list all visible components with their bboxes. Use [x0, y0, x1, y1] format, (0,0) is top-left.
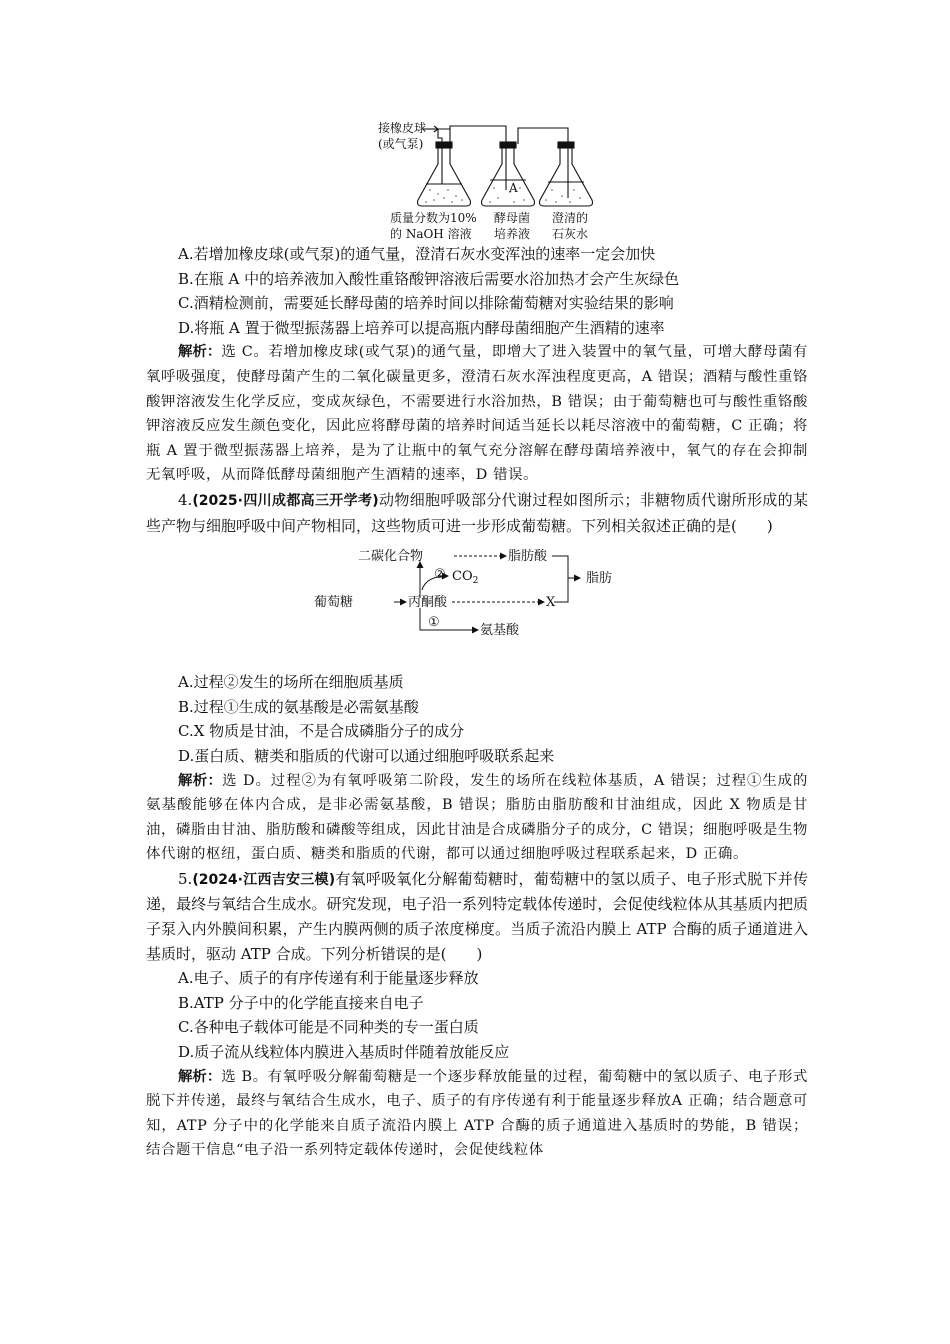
label-fat: 脂肪: [586, 571, 613, 587]
q4-number: 4.: [178, 490, 193, 509]
inlet-label-line2: (或气泵): [378, 137, 424, 151]
apparatus-figure: [146, 118, 808, 242]
q3-analysis-label: 解析：: [178, 343, 222, 361]
q4-option-c: C.X 物质是甘油，不是合成磷脂分子的成分: [178, 722, 465, 741]
label-process-2: ②: [434, 567, 446, 583]
q4-analysis: [146, 769, 808, 867]
page-content: [146, 118, 808, 1163]
q5-analysis-label: 解析：: [178, 1067, 222, 1085]
q4-analysis-text: 选 D。过程②为有氧呼吸第二阶段，发生的场所在线粒体基质，A 错误；过程①生成的氨基酸能够在体内合成，是非必需氨基酸，B 错误；脂肪由脂肪酸和甘油组成，因此 X 物质是甘油，磷脂由甘油、脂肪酸和磷酸等组成，因此甘油是合成磷脂分子的成分，C 错误；细胞呼吸是生物体代谢的枢纽，蛋白质、糖类和脂质的代谢，都可以通过细胞呼吸过程联系起来，D 正确。: [146, 772, 808, 863]
metabolism-figure: [146, 538, 808, 670]
q4-option-d: D.蛋白质、糖类和脂质的代谢可以通过细胞呼吸联系起来: [178, 746, 555, 765]
label-fatty-acid: 脂肪酸: [508, 549, 548, 565]
q5-option-d: D.质子流从线粒体内膜进入基质时伴随着放能反应: [178, 1043, 510, 1062]
label-x: X: [546, 595, 556, 611]
q5-option-c: C.各种电子载体可能是不同种类的专一蛋白质: [178, 1018, 479, 1037]
q5-analysis-text: 选 B。有氧呼吸分解葡萄糖是一个逐步释放能量的过程，葡萄糖中的氢以质子、电子形式脱下并传递，最终与氧结合生成水，电子、质子的有序传递有利于能量逐步释放A 正确；结合题意可知，ATP 分子中的化学能来自质子流沿内膜上 ATP 合酶的质子通道进入基质时的势能，B 错误；结合题干信息“电子沿一系列特定载体传递时，会促使线粒体: [146, 1068, 808, 1159]
naoh-label-line1: 质量分数为10%: [390, 211, 477, 225]
q3-analysis: [146, 340, 808, 488]
label-pyruvate: 丙酮酸: [408, 595, 448, 611]
q4-source: (2025·四川成都高三开学考): [192, 492, 379, 509]
metabolism-diagram: [314, 544, 628, 666]
q5-stem-text: 有氧呼吸氧化分解葡萄糖时，葡萄糖中的氢以质子、电子形式脱下并传递，最终与氧结合生成水。研究发现，电子沿一系列特定载体传递时，会促使线粒体从其基质内把质子泵入内外膜间积累，产生内膜两侧的质子浓度梯度。当质子流沿内膜上 ATP 合酶的质子通道进入基质时，驱动 ATP 合成。下列分析错误的是( ): [146, 869, 808, 963]
q4-option-b: B.过程①生成的氨基酸是必需氨基酸: [178, 697, 419, 716]
q4-analysis-label: 解析：: [178, 771, 223, 789]
q5-source: (2024·江西吉安三模): [192, 871, 336, 888]
flask-a-mark: A: [509, 181, 518, 195]
yeast-label-line1: 酵母菌: [494, 211, 531, 225]
q3-option-a: A.若增加橡皮球(或气泵)的通气量，澄清石灰水变浑浊的速率一定会加快: [178, 245, 656, 263]
label-process-1: ①: [428, 615, 440, 631]
q3-option-d: D.将瓶 A 置于微型振荡器上培养可以提高瓶内酵母菌细胞产生酒精的速率: [178, 318, 665, 337]
q5-option-b: B.ATP 分子中的化学能直接来自电子: [178, 993, 424, 1012]
q4-stem: [146, 488, 808, 538]
q4-stem-text: 动物细胞呼吸部分代谢过程如图所示；非糖物质代谢所形成的某些产物与细胞呼吸中间产物相同，这些物质可进一步形成葡萄糖。下列相关叙述正确的是( ): [146, 490, 808, 535]
label-two-carbon: 二碳化合物: [358, 549, 424, 565]
lime-label-line1: 澄清的: [552, 211, 589, 225]
q5-number: 5.: [178, 869, 193, 888]
naoh-label-line2: 的 NaOH 溶液: [390, 227, 472, 241]
q4-option-a: A.过程②发生的场所在细胞质基质: [178, 673, 404, 692]
label-amino-acid: 氨基酸: [480, 623, 520, 639]
q3-option-c: C.酒精检测前，需要延长酵母菌的培养时间以排除葡萄糖对实验结果的影响: [178, 294, 674, 313]
q5-analysis: [146, 1065, 808, 1163]
lime-label-line2: 石灰水: [552, 227, 589, 241]
q5-stem: [146, 867, 808, 966]
q3-analysis-text: 选 C。若增加橡皮球(或气泵)的通气量，即增大了进入装置中的氧气量，可增大酵母菌有氧呼吸强度，使酵母菌产生的二氧化碳量更多，澄清石灰水浑浊程度更高，A 错误；酒精与酸性重铬酸钾溶液发生化学反应，变成灰绿色，不需要进行水浴加热，B 错误；由于葡萄糖也可与酸性重铬酸钾溶液反应发生颜色变化，因此应将酵母菌的培养时间适当延长以耗尽溶液中的葡萄糖，C 正确；将瓶 A 置于微型振荡器上培养，是为了让瓶中的氧气充分溶解在酵母菌培养液中，氧气的存在会抑制无氧呼吸，从而降低酵母菌细胞产生酒精的速率，D 错误。: [146, 344, 808, 484]
q3-option-b: B.在瓶 A 中的培养液加入酸性重铬酸钾溶液后需要水浴加热才会产生灰绿色: [178, 269, 680, 288]
yeast-label-line2: 培养液: [494, 227, 531, 241]
label-co2: $CO_2$: [452, 569, 479, 587]
label-glucose: 葡萄糖: [314, 595, 354, 611]
inlet-label-line1: 接橡皮球: [378, 121, 427, 135]
apparatus-diagram: [378, 118, 608, 242]
q5-option-a: A.电子、质子的有序传递有利于能量逐步释放: [178, 969, 479, 988]
